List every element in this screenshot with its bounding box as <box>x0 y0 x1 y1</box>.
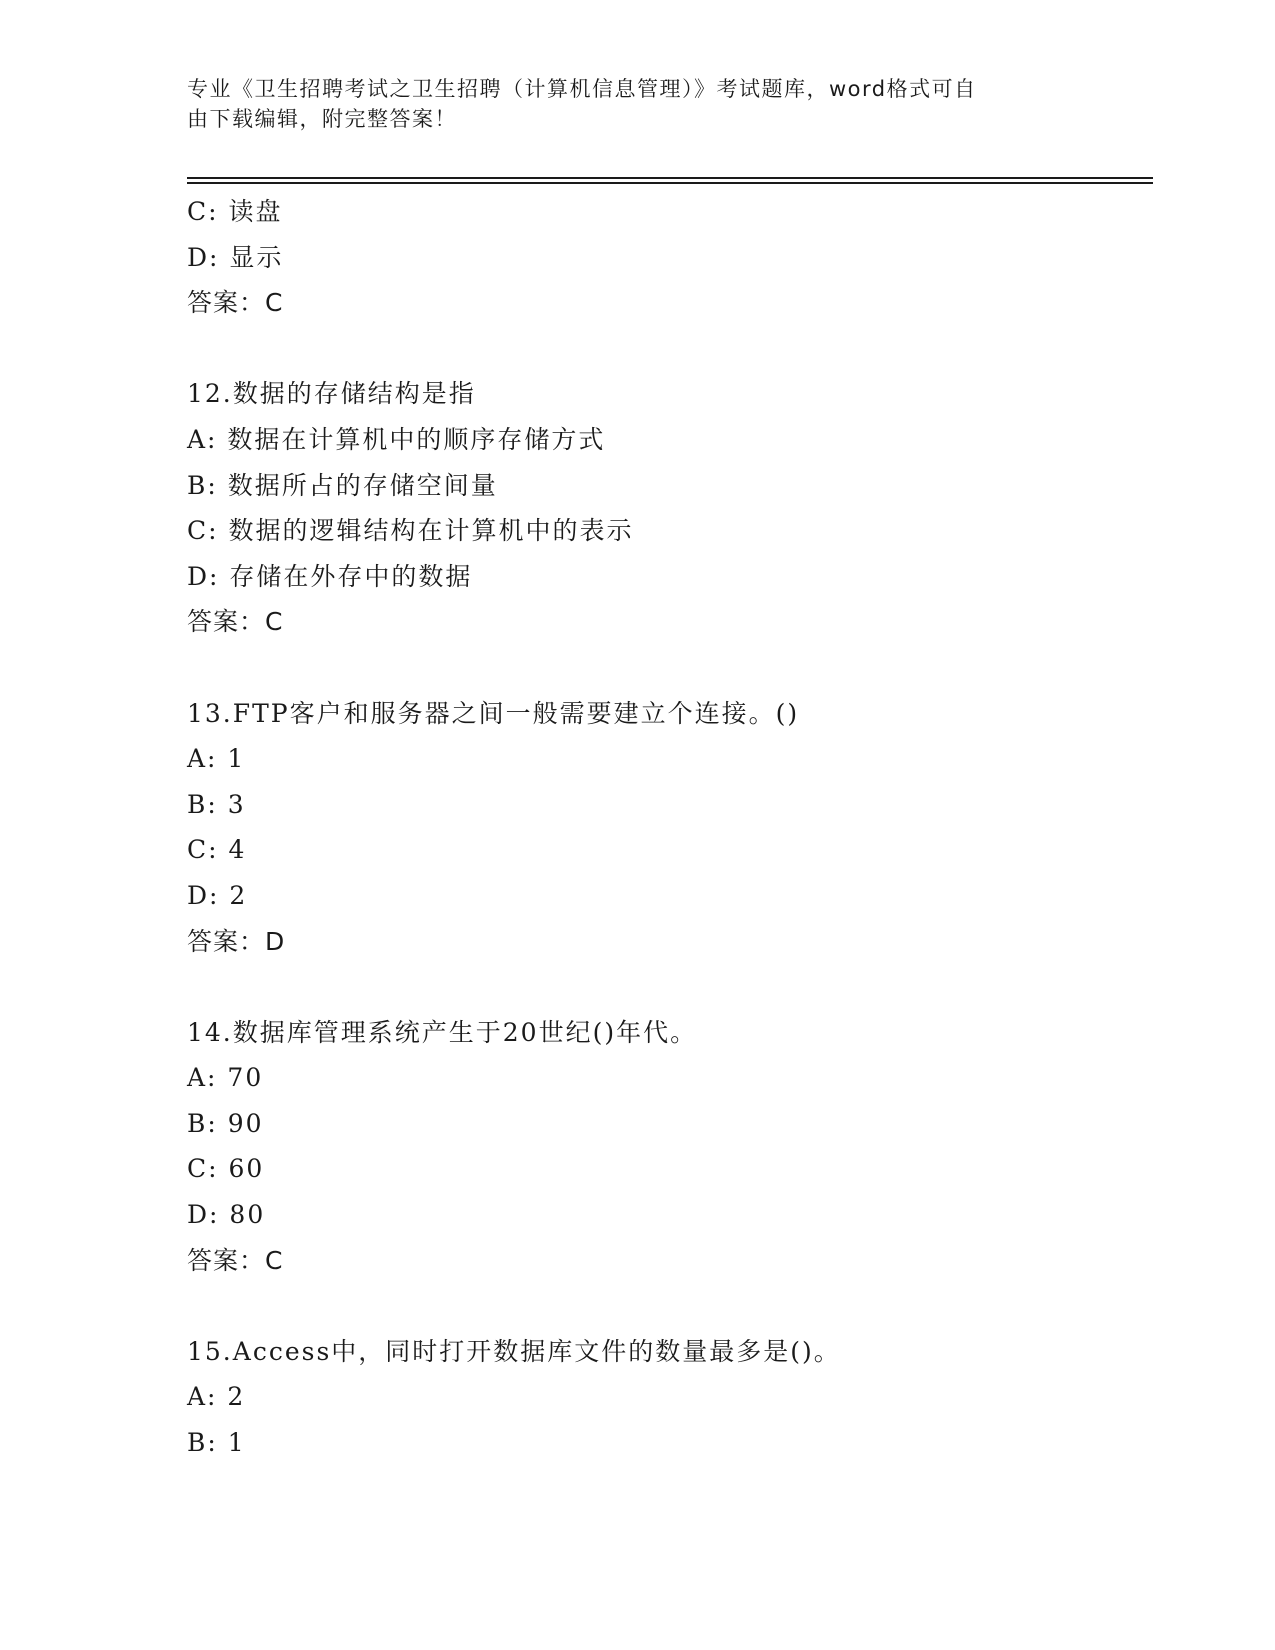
option-b: B: 3 <box>187 789 246 819</box>
question-text: 15.Access中，同时打开数据库文件的数量最多是()。 <box>187 1336 841 1366</box>
question-block-14 <box>187 1010 1147 1284</box>
question-block-12 <box>187 371 1147 645</box>
header-line-1: 专业《卫生招聘考试之卫生招聘（计算机信息管理）》考试题库，word格式可自 <box>187 77 977 101</box>
option-a: A: 70 <box>187 1063 264 1093</box>
answer-text: 答案：C <box>187 607 284 637</box>
question-text: 14.数据库管理系统产生于20世纪()年代。 <box>187 1017 698 1047</box>
header-line-2: 由下载编辑，附完整答案！ <box>187 107 457 131</box>
spacer <box>187 1283 1147 1329</box>
question-block-13 <box>187 691 1147 965</box>
document-header <box>187 74 1087 134</box>
option-a: A: 数据在计算机中的顺序存储方式 <box>187 424 606 454</box>
option-b: B: 1 <box>187 1428 246 1458</box>
spacer <box>187 645 1147 691</box>
option-b: B: 90 <box>187 1108 264 1138</box>
header-divider-bottom <box>187 182 1153 184</box>
question-block-15 <box>187 1329 1147 1466</box>
option-a: A: 1 <box>187 744 246 774</box>
question-text: 12.数据的存储结构是指 <box>187 379 476 409</box>
option-b: B: 数据所占的存储空间量 <box>187 470 498 500</box>
option-d: D: 80 <box>187 1200 266 1230</box>
option-a: A: 2 <box>187 1382 246 1412</box>
spacer <box>187 326 1147 372</box>
question-list <box>187 189 1147 1466</box>
answer-text: 答案：D <box>187 926 286 956</box>
option-c: C: 60 <box>187 1154 265 1184</box>
answer-text: 答案：C <box>187 288 284 318</box>
option-c: C: 数据的逻辑结构在计算机中的表示 <box>187 516 634 546</box>
option-d: D: 存储在外存中的数据 <box>187 561 473 591</box>
spacer <box>187 964 1147 1010</box>
option-c: C: 4 <box>187 835 247 865</box>
answer-text: 答案：C <box>187 1245 284 1275</box>
question-text: 13.FTP客户和服务器之间一般需要建立个连接。() <box>187 698 800 728</box>
header-divider-top <box>187 177 1153 179</box>
option-d: D: 2 <box>187 880 248 910</box>
question-block-11 <box>187 189 1147 326</box>
option-d: D: 显示 <box>187 242 284 272</box>
option-c: C: 读盘 <box>187 197 283 226</box>
